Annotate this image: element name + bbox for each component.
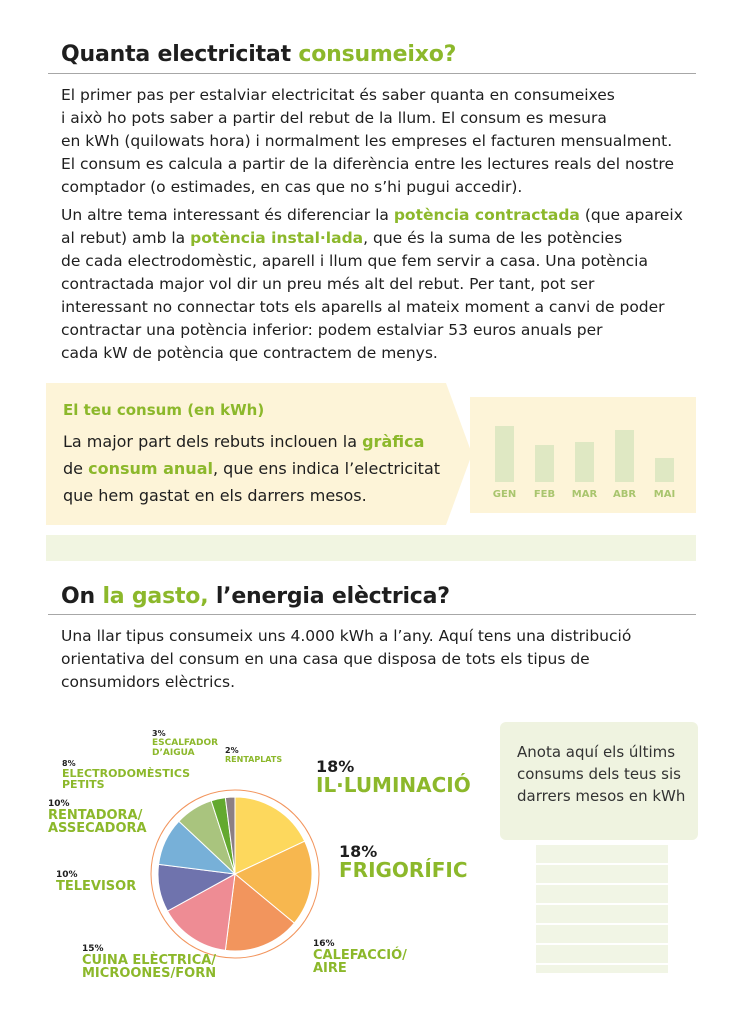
text-line: interessant no connectar tots els aparells al mateix moment a canvi de poder	[61, 298, 665, 316]
text-line: en kWh (quilowats hora) i normalment les empreses el facturen mensualment.	[61, 132, 673, 150]
bar-abr	[615, 430, 634, 482]
text: Un altre tema interessant és diferenciar la	[61, 206, 394, 224]
month-label: MAR	[571, 489, 598, 500]
text-line: i això ho pots saber a partir del rebut de la llum. El consum es mesura	[61, 109, 607, 127]
pie-label-name: MICROONES/FORN	[82, 966, 217, 981]
bar-mai	[655, 458, 674, 482]
title-rule	[48, 614, 696, 615]
section-title-consumption	[61, 42, 456, 67]
text-line: El primer pas per estalviar electricitat és saber quanta en consumeixes	[61, 86, 615, 104]
bar-feb	[535, 445, 554, 482]
highlight-annual-consumption: consum anual	[88, 459, 213, 478]
bar-gen	[495, 426, 514, 482]
notes-instructions	[517, 741, 685, 807]
monthly-bar-chart-labels	[484, 489, 684, 503]
pie-label-name: ELECTRODOMÈSTICS	[62, 767, 191, 780]
text: de	[63, 459, 89, 478]
pie-label-washer	[48, 800, 147, 835]
paragraph-intro	[61, 84, 701, 199]
notes-entry-row[interactable]	[536, 945, 668, 963]
pie-label-pct: 18%	[316, 757, 355, 776]
notes-entry-row[interactable]	[536, 845, 668, 863]
title-text: l’energia elèctrica?	[208, 584, 450, 609]
text-line	[61, 204, 711, 227]
text-line	[63, 455, 463, 482]
pie-label-pct: 8%	[62, 759, 76, 768]
pie-label-name: AIRE	[313, 961, 347, 976]
pie-label-water-heater	[152, 730, 218, 758]
pie-label-name: TELEVISOR	[56, 879, 137, 894]
notes-entry-row[interactable]	[536, 885, 668, 903]
highlight-graph: gràfica	[362, 432, 425, 451]
notes-entry-row[interactable]	[536, 905, 668, 923]
month-label: FEB	[533, 489, 556, 500]
highlight-installed-power: potència instal·lada	[190, 229, 364, 247]
pie-label-name: D’AIGUA	[152, 748, 195, 758]
text-line: El consum es calcula a partir de la diferència entre les lectures reals del nostre	[61, 155, 674, 173]
pie-label-name: CUINA ELÈCTRICA/	[82, 953, 217, 968]
text: , que ens indica l’electricitat	[212, 459, 441, 478]
divider-band	[46, 535, 696, 561]
pie-label-name: PETITS	[62, 778, 105, 791]
title-text: On	[61, 584, 103, 609]
pie-label-name: ASSECADORA	[48, 821, 147, 836]
highlight-contracted-power: potència contractada	[393, 206, 580, 224]
title-highlight: consumeixo?	[298, 42, 457, 67]
pie-label-pct: 16%	[313, 939, 335, 949]
pie-label-pct: 18%	[339, 842, 378, 861]
month-label: GEN	[492, 489, 517, 500]
pie-label-kitchen	[82, 945, 216, 980]
pie-label-heating	[313, 940, 407, 975]
text: al rebut) amb la	[61, 229, 191, 247]
text-line: de cada electrodomèstic, aparell i llum que fem servir a casa. Una potència	[61, 252, 648, 270]
month-label: ABR	[612, 489, 637, 500]
pie-label-tv	[56, 871, 136, 893]
pie-label-small-appliances	[62, 760, 190, 790]
consum-card-text	[63, 428, 463, 509]
text-line: comptador (o estimades, en cas que no s’hi pugui accedir).	[61, 178, 523, 196]
text-line	[63, 428, 463, 455]
pie-label-fridge	[339, 844, 468, 880]
pie-label-lighting	[316, 759, 471, 795]
notes-entry-row[interactable]	[536, 865, 668, 883]
notes-entry-row[interactable]	[536, 965, 668, 973]
text: (que apareix	[579, 206, 683, 224]
text-line: contractar una potència inferior: podem estalviar 53 euros anuals per	[61, 321, 603, 339]
text-line: darrers mesos en kWh	[517, 787, 686, 805]
text-line: contractada major vol dir un preu més alt del rebut. Per tant, pot ser	[61, 275, 595, 293]
pie-label-name: RENTAPLATS	[225, 755, 283, 764]
notes-entry-row[interactable]	[536, 925, 668, 943]
text: , que és la suma de les potències	[363, 229, 623, 247]
pie-label-name: IL·LUMINACIÓ	[316, 773, 471, 797]
text-line: consumidors elèctrics.	[61, 673, 236, 691]
pie-label-name: RENTADORA/	[48, 808, 143, 823]
title-highlight: la gasto,	[102, 584, 209, 609]
pie-label-pct: 15%	[82, 944, 104, 954]
title-text: Quanta electricitat	[61, 42, 299, 67]
text-line: Una llar tipus consumeix uns 4.000 kWh a l’any. Aquí tens una distribució	[61, 627, 632, 645]
text-line: cada kW de potència que contractem de menys.	[61, 344, 438, 362]
month-label: MAI	[653, 489, 676, 500]
paragraph-distribution	[61, 625, 701, 694]
pie-label-pct: 10%	[48, 799, 70, 809]
pie-label-name: FRIGORÍFIC	[339, 858, 468, 882]
consum-card-title: El teu consum (en kWh)	[63, 401, 265, 419]
text-line: Anota aquí els últims	[517, 743, 676, 761]
pie-label-dishwasher	[225, 747, 282, 764]
title-rule	[48, 73, 696, 74]
text-line: orientativa del consum en una casa que disposa de tots els tipus de	[61, 650, 590, 668]
pie-label-name: ESCALFADOR	[152, 738, 219, 748]
pie-label-pct: 3%	[152, 729, 166, 738]
text-line: que hem gastat en els darrers mesos.	[63, 486, 367, 505]
monthly-bar-chart	[484, 400, 684, 482]
bar-mar	[575, 442, 594, 482]
text: La major part dels rebuts inclouen la	[63, 432, 363, 451]
pie-label-name: CALEFACCIÓ/	[313, 948, 407, 963]
pie-label-pct: 10%	[56, 870, 78, 880]
text-line	[61, 227, 711, 250]
section-title-energy-use	[61, 584, 450, 609]
pie-label-pct: 2%	[225, 746, 239, 755]
paragraph-power	[61, 204, 711, 365]
text-line: consums dels teus sis	[517, 765, 681, 783]
